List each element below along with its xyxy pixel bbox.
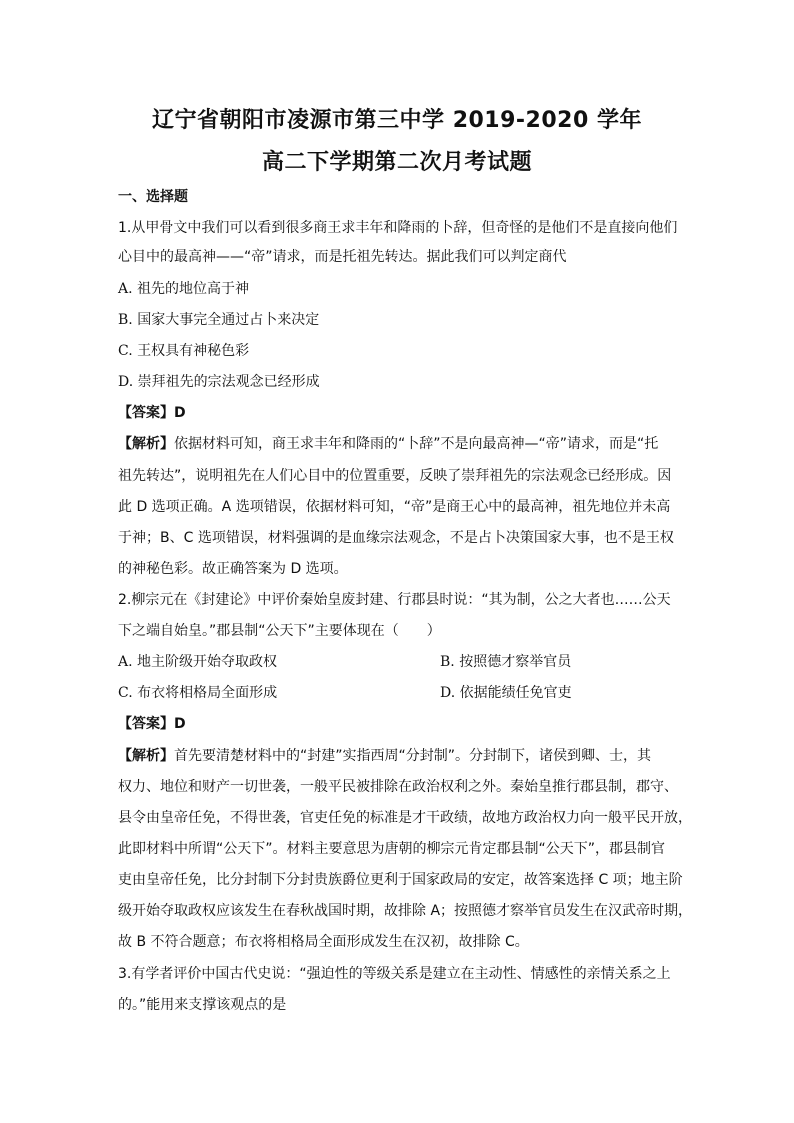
q1-stem-line: 1.从甲骨文中我们可以看到很多商王求丰年和降雨的卜辞，但奇怪的是他们不是直接向他们 (118, 220, 678, 236)
q3-stem-line: 的。”能用来支撑该观点的是 (118, 997, 287, 1013)
q3-stem-line: 3.有学者评价中国古代史说：“强迫性的等级关系是建立在主动性、情感性的亲情关系之上 (118, 966, 671, 982)
q1-analysis-line: 的神秘色彩。故正确答案为 D 选项。 (118, 561, 348, 577)
q2-stem-line: 下之端自始皇。”郡县制“公天下”主要体现在（ ） (118, 623, 441, 639)
q2-option-b: B. 按照德才察举官员 (440, 654, 572, 670)
q1-stem-line: 心目中的最高神——“帝”请求，而是托祖先转达。据此我们可以判定商代 (118, 249, 567, 265)
q2-stem-line: 2.柳宗元在《封建论》中评价秦始皇废封建、行郡县时说：“其为制，公之大者也……公天 (118, 592, 671, 608)
section-heading: 一、选择题 (118, 189, 188, 205)
q2-option-c: C. 布衣将相格局全面形成 (118, 685, 278, 701)
q1-analysis-line: 于神；B、C 选项错误，材料强调的是血缘宗法观念，不是占卜决策国家大事，也不是王权 (118, 530, 674, 546)
q2-answer: 【答案】D (118, 716, 186, 732)
q1-analysis-line: 祖先转达”，说明祖先在人们心目中的位置重要，反映了崇拜祖先的宗法观念已经形成。因 (118, 468, 672, 484)
q1-option-a: A. 祖先的地位高于神 (118, 281, 250, 297)
q2-option-d: D. 依据能绩任免官吏 (440, 685, 572, 701)
q2-analysis-line: 县令由皇帝任免，不得世袭，官吏任免的标准是才干政绩，故地方政治权力向一般平民开放， (118, 810, 692, 826)
q2-analysis-text: 首先要清楚材料中的“封建”实指西周“分封制”。分封制下，诸侯到卿、士，其 (174, 748, 652, 764)
document-title-line2: 高二下学期第二次月考试题 (261, 150, 532, 175)
q2-option-a: A. 地主阶级开始夺取政权 (118, 654, 278, 670)
q2-analysis-line: 故 B 不符合题意；布衣将相格局全面形成发生在汉初，故排除 C。 (118, 934, 529, 950)
q1-analysis-line (118, 434, 678, 454)
q1-analysis-text: 依据材料可知，商王求丰年和降雨的“卜辞”不是向最高神—“帝”请求，而是“托 (174, 436, 659, 452)
q1-option-d: D. 崇拜祖先的宗法观念已经形成 (118, 374, 320, 390)
q1-answer: 【答案】D (118, 405, 186, 421)
q1-option-b: B. 国家大事完全通过占卜来决定 (118, 312, 320, 328)
q2-analysis-tag: 【解析】 (118, 748, 174, 764)
q1-option-c: C. 王权具有神秘色彩 (118, 343, 250, 359)
q1-analysis-tag: 【解析】 (118, 436, 174, 452)
q1-analysis-line: 此 D 选项正确。A 选项错误，依据材料可知，“帝”是商王心中的最高神，祖先地位并未高 (118, 499, 671, 515)
q2-analysis-line (118, 746, 678, 766)
q2-analysis-line: 此即材料中所谓“公天下”。材料主要意思为唐朝的柳宗元肯定郡县制“公天下”，郡县制官 (118, 841, 666, 857)
q2-analysis-line: 权力、地位和财产一切世袭，一般平民被排除在政治权利之外。秦始皇推行郡县制，郡守、 (118, 779, 678, 795)
q2-analysis-line: 级开始夺取政权应该发生在春秋战国时期，故排除 A；按照德才察举官员发生在汉武帝时期， (118, 903, 693, 919)
document-title-line1: 辽宁省朝阳市凌源市第三中学 2019-2020 学年 (152, 108, 642, 133)
q2-analysis-line: 吏由皇帝任免，比分封制下分封贵族爵位更利于国家政局的安定，故答案选择 C 项；地主阶 (118, 872, 683, 888)
